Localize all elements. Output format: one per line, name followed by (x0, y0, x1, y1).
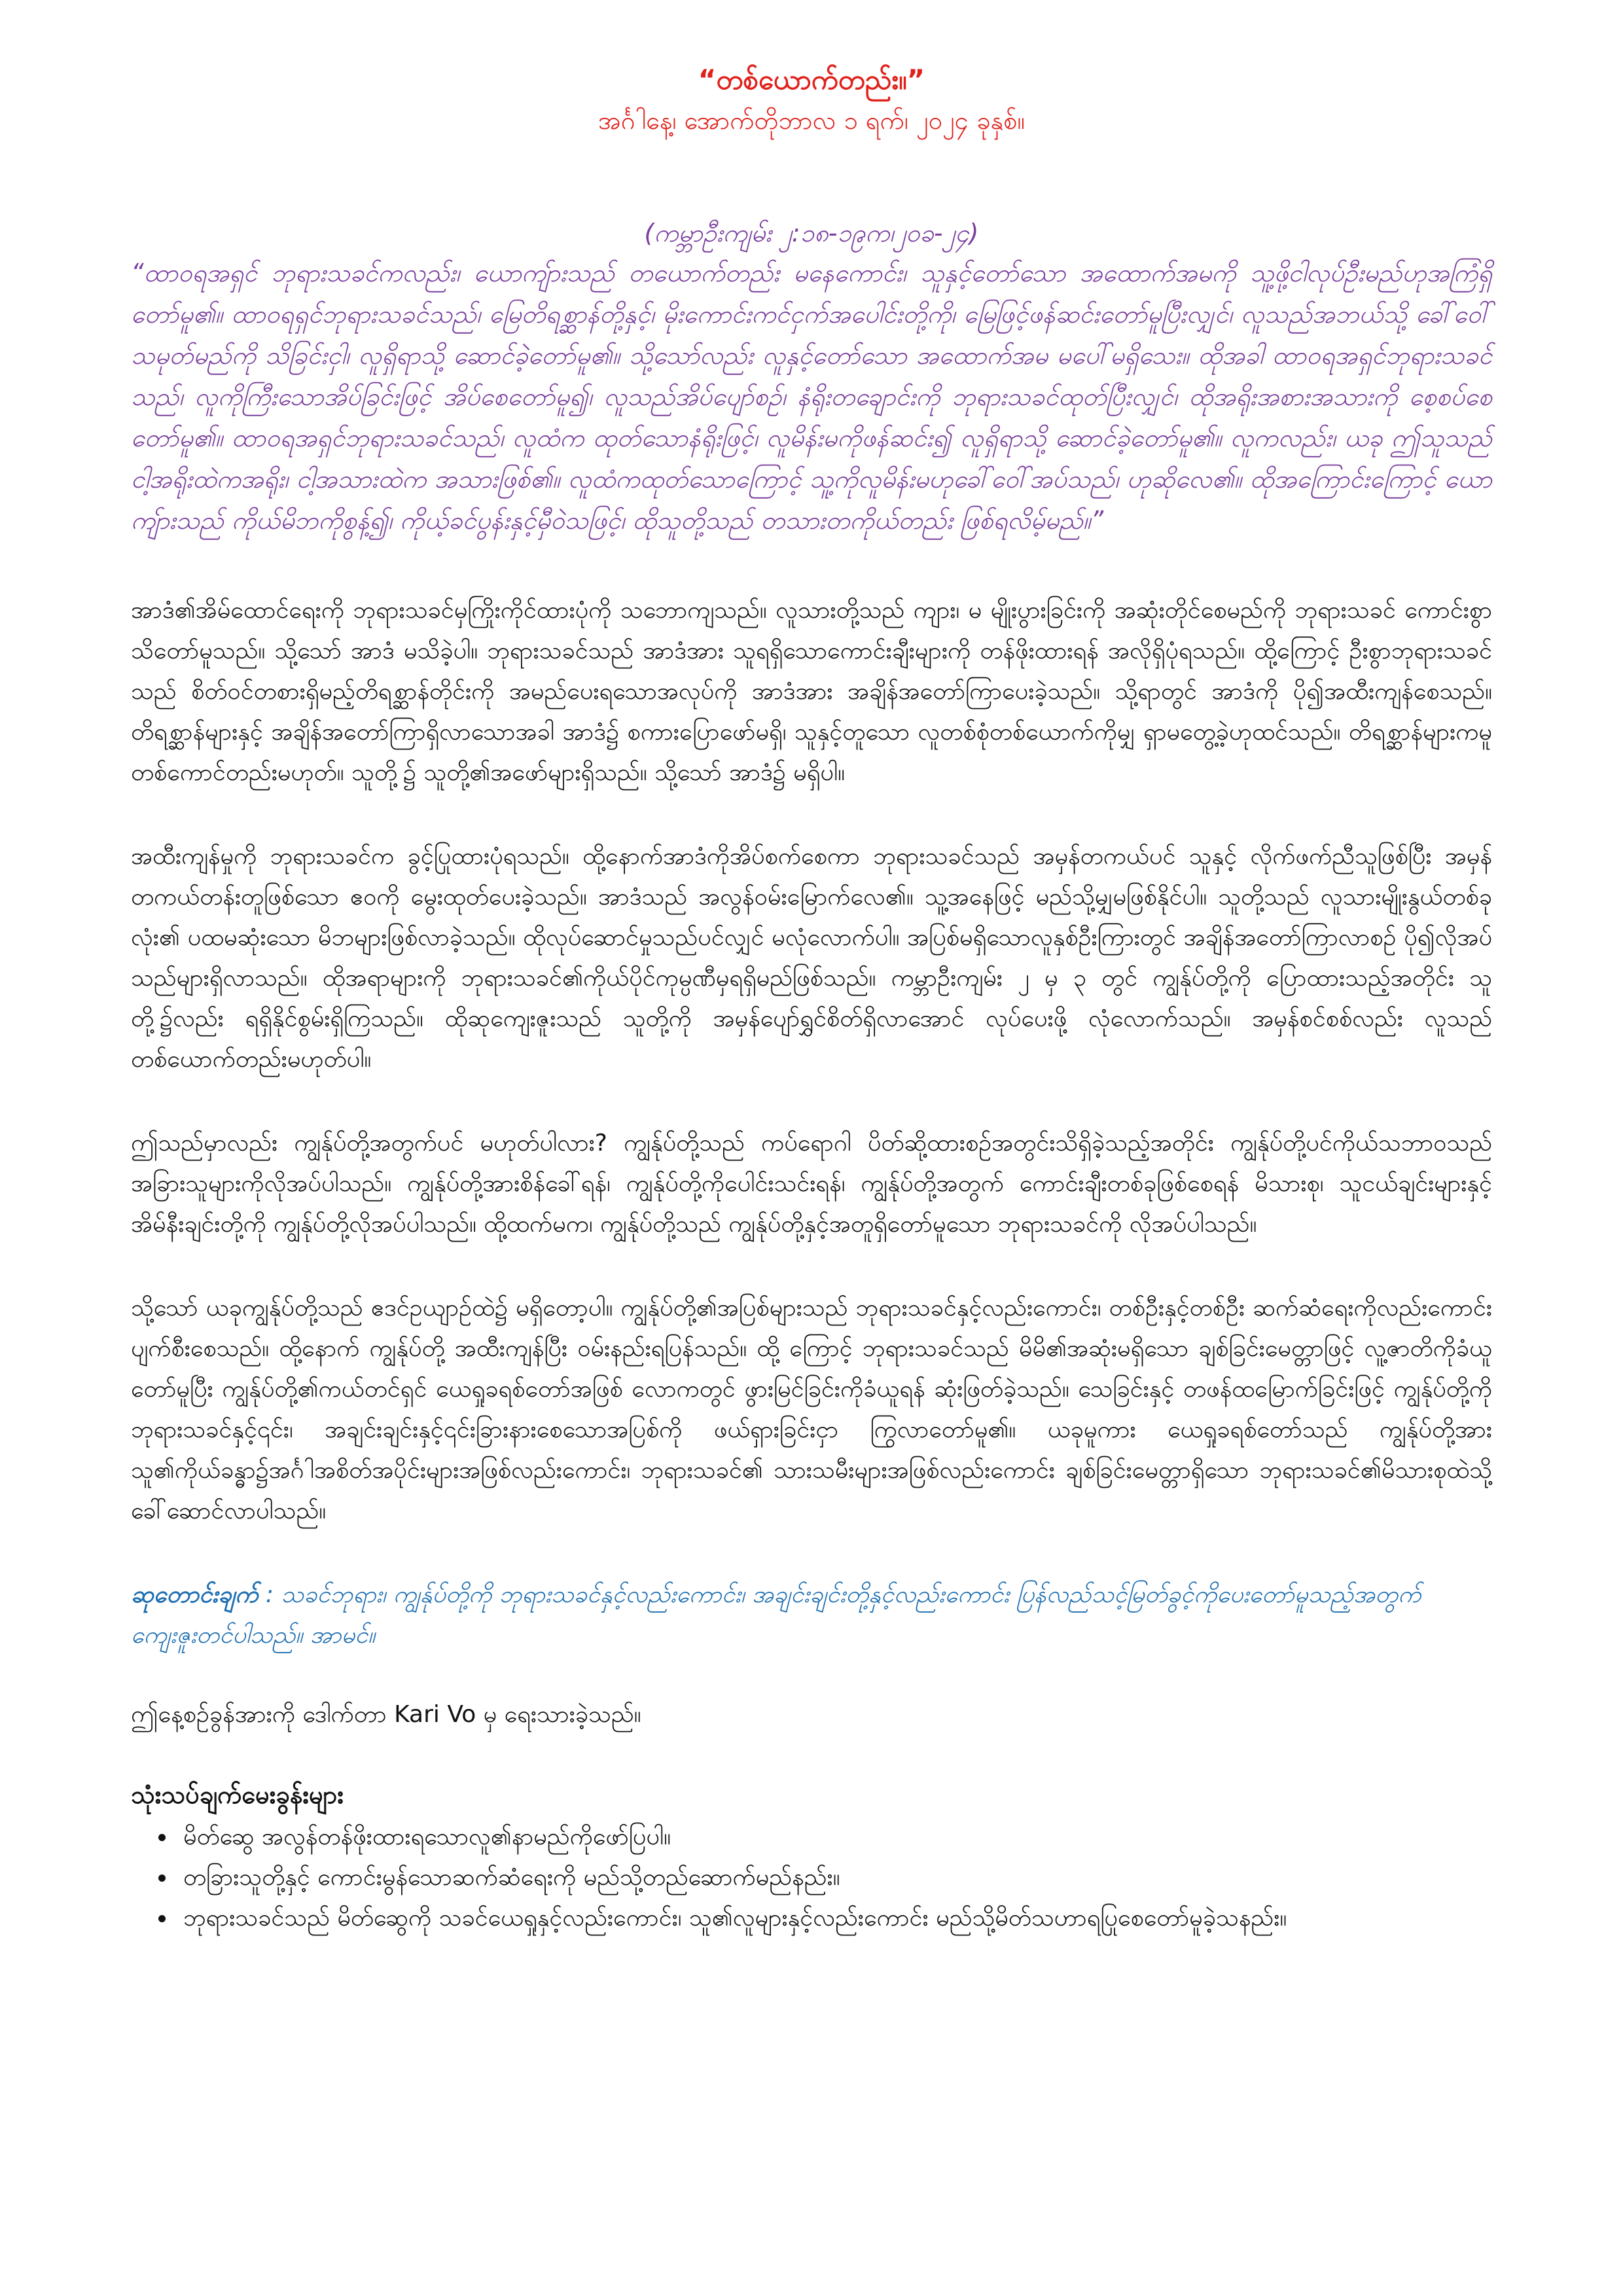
body-paragraph: အာဒံ၏အိမ်ထောင်ရေးကို ဘုရားသခင်မှကြိုးကိုင်ထားပုံကို သဘောကျသည်။ လူသားတို့သည် ကျား၊ မ မျိုးပွားခြင်းကို အဆုံးတိုင်စေမည်ကို ဘုရားသခင် ကောင်းစွာသိတော်မူသည်။ သို့သော် အာဒံ မသိခဲ့ပါ။ ဘုရားသခင်သည် အာဒံအား သူရရှိသောကောင်းချီးများကို တန်ဖိုးထားရန် အလိုရှိပုံရသည်။ ထို့ကြောင့် ဦးစွာဘုရားသခင်သည် စိတ်ဝင်တစားရှိမည့်တိရစ္ဆာန်တိုင်းကို အမည်ပေးရသောအလုပ်ကို အာဒံအား အချိန်အတော်ကြာပေးခဲ့သည်။ သို့ရာတွင် အာဒံကို ပို၍အထီးကျန်စေသည်။ တိရစ္ဆာန်များနှင့် အချိန်အတော်ကြာရှိလာသောအခါ အာဒံ၌ စကားပြောဖော်မရှိ၊ သူနှင့်တူသော လူတစ်စုံတစ်ယောက်ကိုမျှ ရှာမတွေ့ခဲ့ဟုထင်သည်။ တိရစ္ဆာန်များကမူ တစ်ကောင်တည်းမဟုတ်။ သူတို့၌ သူတို့၏အဖော်များရှိသည်။ သို့သော် အာဒံ၌ မရှိပါ။ (131, 597, 1492, 786)
questions-heading: သုံးသပ်ချက်မေးခွန်းများ (131, 1780, 344, 1809)
question-item: • မိတ်ဆွေ အလွန်တန်ဖိုးထားရသောလူ၏နာမည်ကိုဖော်ပြပါ။ (177, 1817, 1492, 1857)
question-item: • တခြားသူတို့နှင့် ကောင်းမွန်သောဆက်ဆံရေးကို မည်သို့တည်ဆောက်မည်နည်း။ (177, 1857, 1492, 1898)
prayer-text: သခင်ဘုရား၊ ကျွန်ုပ်တို့ကို ဘုရားသခင်နှင့်လည်းကောင်း၊ အချင်းချင်းတို့နှင့်လည်းကောင်း ပြန်လည်သင့်မြတ်ခွင့်ကိုပေးတော်မူသည့်အတွက် ကျေးဇူးတင်ပါသည်။ အာမင်။ (131, 1581, 1421, 1649)
prayer-separator: : (258, 1581, 281, 1608)
prayer-block (131, 1575, 1492, 1656)
devotional-date: အင်္ဂါနေ့၊ အောက်တိုဘာလ ၁ ရက်၊ ၂၀၂၄ ခုနှစ်။ (598, 106, 1025, 135)
questions-list (131, 1817, 1492, 1939)
question-item: • ဘုရားသခင်သည် မိတ်ဆွေကို သခင်ယေရှုနှင့်လည်းကောင်း၊ သူ၏လူများနှင့်လည်းကောင်း မည်သို့မိတ်သဟာရပြုစေတော်မူခဲ့သနည်း။ (177, 1898, 1492, 1939)
devotional-page (131, 59, 1492, 1939)
body-paragraph: သို့သော် ယခုကျွန်ုပ်တို့သည် ဧဒင်ဥယျာဉ်ထဲ၌ မရှိတော့ပါ။ ကျွန်ုပ်တို့၏အပြစ်များသည် ဘုရားသခင်နှင့်လည်းကောင်း၊ တစ်ဦးနှင့်တစ်ဦး ဆက်ဆံရေးကိုလည်းကောင်း ပျက်စီးစေသည်။ ထို့နောက် ကျွန်ုပ်တို့ အထီးကျန်ပြီး ဝမ်းနည်းရပြန်သည်။ ထို့ ကြောင့် ဘုရားသခင်သည် မိမိ၏အဆုံးမရှိသော ချစ်ခြင်းမေတ္တာဖြင့် လူ့ဇာတိကိုခံယူတော်မူပြီး ကျွန်ုပ်တို့၏ကယ်တင်ရှင် ယေရှုခရစ်တော်အဖြစ် လောကတွင် ဖွားမြင်ခြင်းကိုခံယူရန် ဆုံးဖြတ်ခဲ့သည်။ သေခြင်းနှင့် တဖန်ထမြောက်ခြင်းဖြင့် ကျွန်ုပ်တို့ကို ဘုရားသခင်နှင့်၎င်း၊ အချင်းချင်းနှင့်၎င်းခြားနားစေသောအပြစ်ကို ဖယ်ရှားခြင်းငှာ ကြွလာတော်မူ၏။ ယခုမူကား ယေရှုခရစ်တော်သည် ကျွန်ုပ်တို့အား သူ၏ကိုယ်ခန္ဓာ၌အင်္ဂါအစိတ်အပိုင်းများအဖြစ်လည်းကောင်း၊ ဘုရားသခင်၏ သားသမီးများအဖြစ်လည်းကောင်း ချစ်ခြင်းမေတ္တာရှိသော ဘုရားသခင်၏မိသားစုထဲသို့ခေါ်ဆောင်လာပါသည်။ (131, 1295, 1492, 1524)
scripture-reference: (ကမ္ဘာဦးကျမ်း ၂:၁၈-၁၉က၊၂၀ခ-၂၄) (644, 219, 979, 247)
prayer-label: ဆုတောင်းချက် (131, 1581, 259, 1608)
scripture-text: “ထာဝရအရှင် ဘုရားသခင်ကလည်း၊ ယောကျ်ားသည် တယောက်တည်း မနေကောင်း၊ သူနှင့်တော်သော အထောက်အမကို သူ့ဖို့ငါလုပ်ဦးမည်ဟုအကြံရှိတော်မူ၏။ ထာဝရရှင်ဘုရားသခင်သည်၊ မြေတိရစ္ဆာန်တို့နှင့်၊ မိုးကောင်းကင်ငှက်အပေါင်းတို့ကို၊ မြေဖြင့်ဖန်ဆင်းတော်မူပြီးလျှင်၊ လူသည်အဘယ်သို့ ခေါ်ဝေါ်သမုတ်မည်ကို သိခြင်းငှါ၊ လူရှိရာသို့ ဆောင်ခဲ့တော်မူ၏။ သို့သော်လည်း လူနှင့်တော်သော အထောက်အမ မပေါ်မရှိသေး။ ထိုအခါ ထာဝရအရှင်ဘုရားသခင်သည်၊ လူကိုကြီးသောအိပ်ခြင်းဖြင့် အိပ်စေတော်မူ၍၊ လူသည်အိပ်ပျော်စဉ်၊ နံရိုးတချောင်းကို ဘုရားသခင်ထုတ်ပြီးလျှင်၊ ထိုအရိုးအစားအသားကို စေ့စပ်စေတော်မူ၏။ ထာဝရအရှင်ဘုရားသခင်သည်၊ လူထံက ထုတ်သောနံရိုးဖြင့်၊ လူမိန်းမကိုဖန်ဆင်း၍ လူရှိရာသို့ ဆောင်ခဲ့တော်မူ၏။ လူကလည်း၊ ယခု ဤသူသည် ငါ့အရိုးထဲကအရိုး၊ ငါ့အသားထဲက အသားဖြစ်၏။ လူထံကထုတ်သောကြောင့် သူ့ကိုလူမိန်းမဟုခေါ်ဝေါ်အပ်သည်၊ ဟုဆိုလေ၏။ ထိုအကြောင်းကြောင့် ယောကျ်ားသည် ကိုယ်မိဘကိုစွန့်၍၊ ကိုယ့်ခင်ပွန်းနှင့်မှီဝဲသဖြင့်၊ ထိုသူတို့သည် တသားတကိုယ်တည်း ဖြစ်ရလိမ့်မည်။” (131, 259, 1492, 535)
body-paragraph: ဤသည်မှာလည်း ကျွန်ုပ်တို့အတွက်ပင် မဟုတ်ပါလား? ကျွန်ုပ်တို့သည် ကပ်ရောဂါ ပိတ်ဆို့ထားစဉ်အတွင်းသိရှိခဲ့သည့်အတိုင်း ကျွန်ုပ်တို့ပင်ကိုယ်သဘာဝသည် အခြားသူများကိုလိုအပ်ပါသည်။ ကျွန်ုပ်တို့အားစိန်ခေါ်ရန်၊ ကျွန်ုပ်တို့ကိုပေါင်းသင်းရန်၊ ကျွန်ုပ်တို့အတွက် ကောင်းချီးတစ်ခုဖြစ်စေရန် မိသားစု၊ သူငယ်ချင်းများနှင့် အိမ်နီးချင်းတို့ကို ကျွန်ုပ်တို့လိုအပ်ပါသည်။ ထို့ထက်မက၊ ကျွန်ုပ်တို့သည် ကျွန်ုပ်တို့နှင့်အတူရှိတော်မူသော ဘုရားသခင်ကို လိုအပ်ပါသည်။ (131, 1130, 1492, 1238)
devotional-title: “တစ်ယောက်တည်း။” (698, 63, 925, 96)
body-paragraph: အထီးကျန်မှုကို ဘုရားသခင်က ခွင့်ပြုထားပုံရသည်။ ထို့နောက်အာဒံကိုအိပ်စက်စေကာ ဘုရားသခင်သည် အမှန်တကယ်ပင် သူနှင့် လိုက်ဖက်ညီသူဖြစ်ပြီး အမှန်တကယ်တန်းတူဖြစ်သော ဧဝကို မွေးထုတ်ပေးခဲ့သည်။ အာဒံသည် အလွန်ဝမ်းမြောက်လေ၏။ သူ့အနေဖြင့် မည်သို့မျှမဖြစ်နိုင်ပါ။ သူတို့သည် လူသားမျိုးနွယ်တစ်ခုလုံး၏ ပထမဆုံးသော မိဘများဖြစ်လာခဲ့သည်။ ထိုလုပ်ဆောင်မှုသည်ပင်လျှင် မလုံလောက်ပါ။ အပြစ်မရှိသောလူနှစ်ဦးကြားတွင် အချိန်အတော်ကြာလာစဉ် ပို၍လိုအပ်သည်များရှိလာသည်။ ထိုအရာများကို ဘုရားသခင်၏ကိုယ်ပိုင်ကုမ္ပဏီမှရရှိမည်ဖြစ်သည်။ ကမ္ဘာဦးကျမ်း ၂ မှ ၃ တွင် ကျွန်ုပ်တို့ကို ပြောထားသည့်အတိုင်း သူတို့၌လည်း ရရှိနိုင်စွမ်းရှိကြသည်။ ထိုဆုကျေးဇူးသည် သူတို့ကို အမှန်ပျော်ရွှင်စိတ်ရှိလာအောင် လုပ်ပေးဖို့ လုံလောက်သည်။ အမှန်စင်စစ်လည်း လူသည် တစ်ယောက်တည်းမဟုတ်ပါ။ (131, 843, 1492, 1073)
author-line: ဤနေ့စဉ်ခွန်အားကို ဒေါက်တာ Kari Vo မှ ရေးသားခဲ့သည်။ (131, 1701, 641, 1728)
